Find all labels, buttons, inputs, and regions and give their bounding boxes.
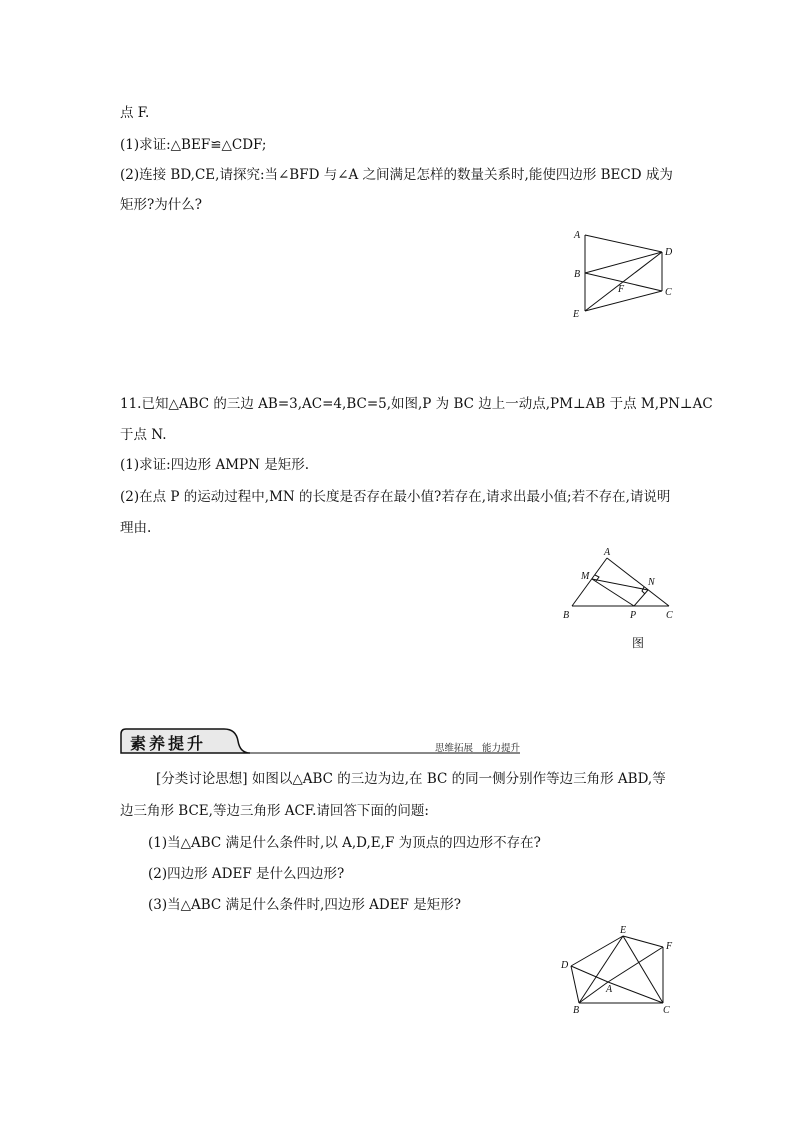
q12-label-b: B xyxy=(573,1005,580,1016)
q12-part-2: (2)四边形 ADEF 是什么四边形? xyxy=(148,866,345,882)
q10-label-e: E xyxy=(573,309,580,320)
q10-label-f: F xyxy=(618,284,625,295)
section-title: 素养提升 xyxy=(130,734,207,753)
section-subtitle: 思维拓展 能力提升 xyxy=(434,743,520,754)
q12-part-3: (3)当△ABC 满足什么条件时,四边形 ADEF 是矩形? xyxy=(148,897,461,913)
q11-part-2-cont: 理由. xyxy=(120,520,152,536)
q12-label-a: A xyxy=(606,984,613,995)
q11-label-p: P xyxy=(630,610,637,621)
q10-part-1: (1)求证:△BEF≌△CDF; xyxy=(120,137,267,153)
q10-segment-ad xyxy=(585,235,662,252)
q12-label-c: C xyxy=(663,1005,670,1016)
q11-right-angle-n xyxy=(642,587,645,594)
q10-label-c: C xyxy=(665,287,672,298)
q12-figure xyxy=(556,922,686,1017)
q11-statement-cont: 于点 N. xyxy=(120,427,167,443)
q11-label-b: B xyxy=(563,610,570,621)
q10-label-b: B xyxy=(574,269,581,280)
q10-segment-bd xyxy=(585,252,662,273)
q10-part-2-cont: 矩形?为什么? xyxy=(120,197,202,213)
section-banner xyxy=(120,728,520,754)
q12-segment-bd xyxy=(571,966,579,1003)
q11-segment-np xyxy=(634,590,648,606)
q11-figure xyxy=(558,543,688,625)
q10-line-0: 点 F. xyxy=(120,105,150,121)
q12-statement: [分类讨论思想] 如图以△ABC 的三边为边,在 BC 的同一侧分别作等边三角形 ABD,等 xyxy=(156,771,666,787)
q11-statement: 11.已知△ABC 的三边 AB=3,AC=4,BC=5,如图,P 为 BC 边上一动点,PM⊥AB 于点 M,PN⊥AC xyxy=(120,396,713,412)
q12-segment-fa xyxy=(608,947,663,982)
q12-segment-ab xyxy=(579,982,608,1003)
q10-segment-ed xyxy=(585,252,662,311)
q11-segment-ab xyxy=(572,558,607,606)
q11-label-m: M xyxy=(581,571,590,582)
q11-label-c: C xyxy=(666,610,673,621)
q12-segment-ec xyxy=(623,936,663,1003)
q10-label-d: D xyxy=(665,247,673,258)
q11-label-n: N xyxy=(648,577,655,588)
q11-label-a: A xyxy=(604,547,611,558)
q10-figure xyxy=(565,225,690,325)
q11-part-2: (2)在点 P 的运动过程中,MN 的长度是否存在最小值?若存在,请求出最小值;若不存在,请说明 xyxy=(120,489,671,505)
q12-label-f: F xyxy=(666,941,673,952)
q12-segment-da xyxy=(571,966,608,982)
q12-segment-eb xyxy=(579,936,623,1003)
q12-label-d: D xyxy=(561,960,569,971)
q10-part-2: (2)连接 BD,CE,请探究:当∠BFD 与∠A 之间满足怎样的数量关系时,能使四边形 BECD 成为 xyxy=(120,167,673,183)
q12-label-e: E xyxy=(620,925,627,936)
q11-part-1: (1)求证:四边形 AMPN 是矩形. xyxy=(120,457,310,473)
q12-part-1: (1)当△ABC 满足什么条件时,以 A,D,E,F 为顶点的四边形不存在? xyxy=(148,835,541,851)
q11-figure-caption: 图 xyxy=(632,636,645,650)
q10-label-a: A xyxy=(574,230,581,241)
q12-segment-de xyxy=(571,936,623,966)
q11-segment-ac xyxy=(607,558,669,606)
q12-statement-cont: 边三角形 BCE,等边三角形 ACF.请回答下面的问题: xyxy=(120,803,429,819)
q12-segment-ac xyxy=(608,982,663,1003)
